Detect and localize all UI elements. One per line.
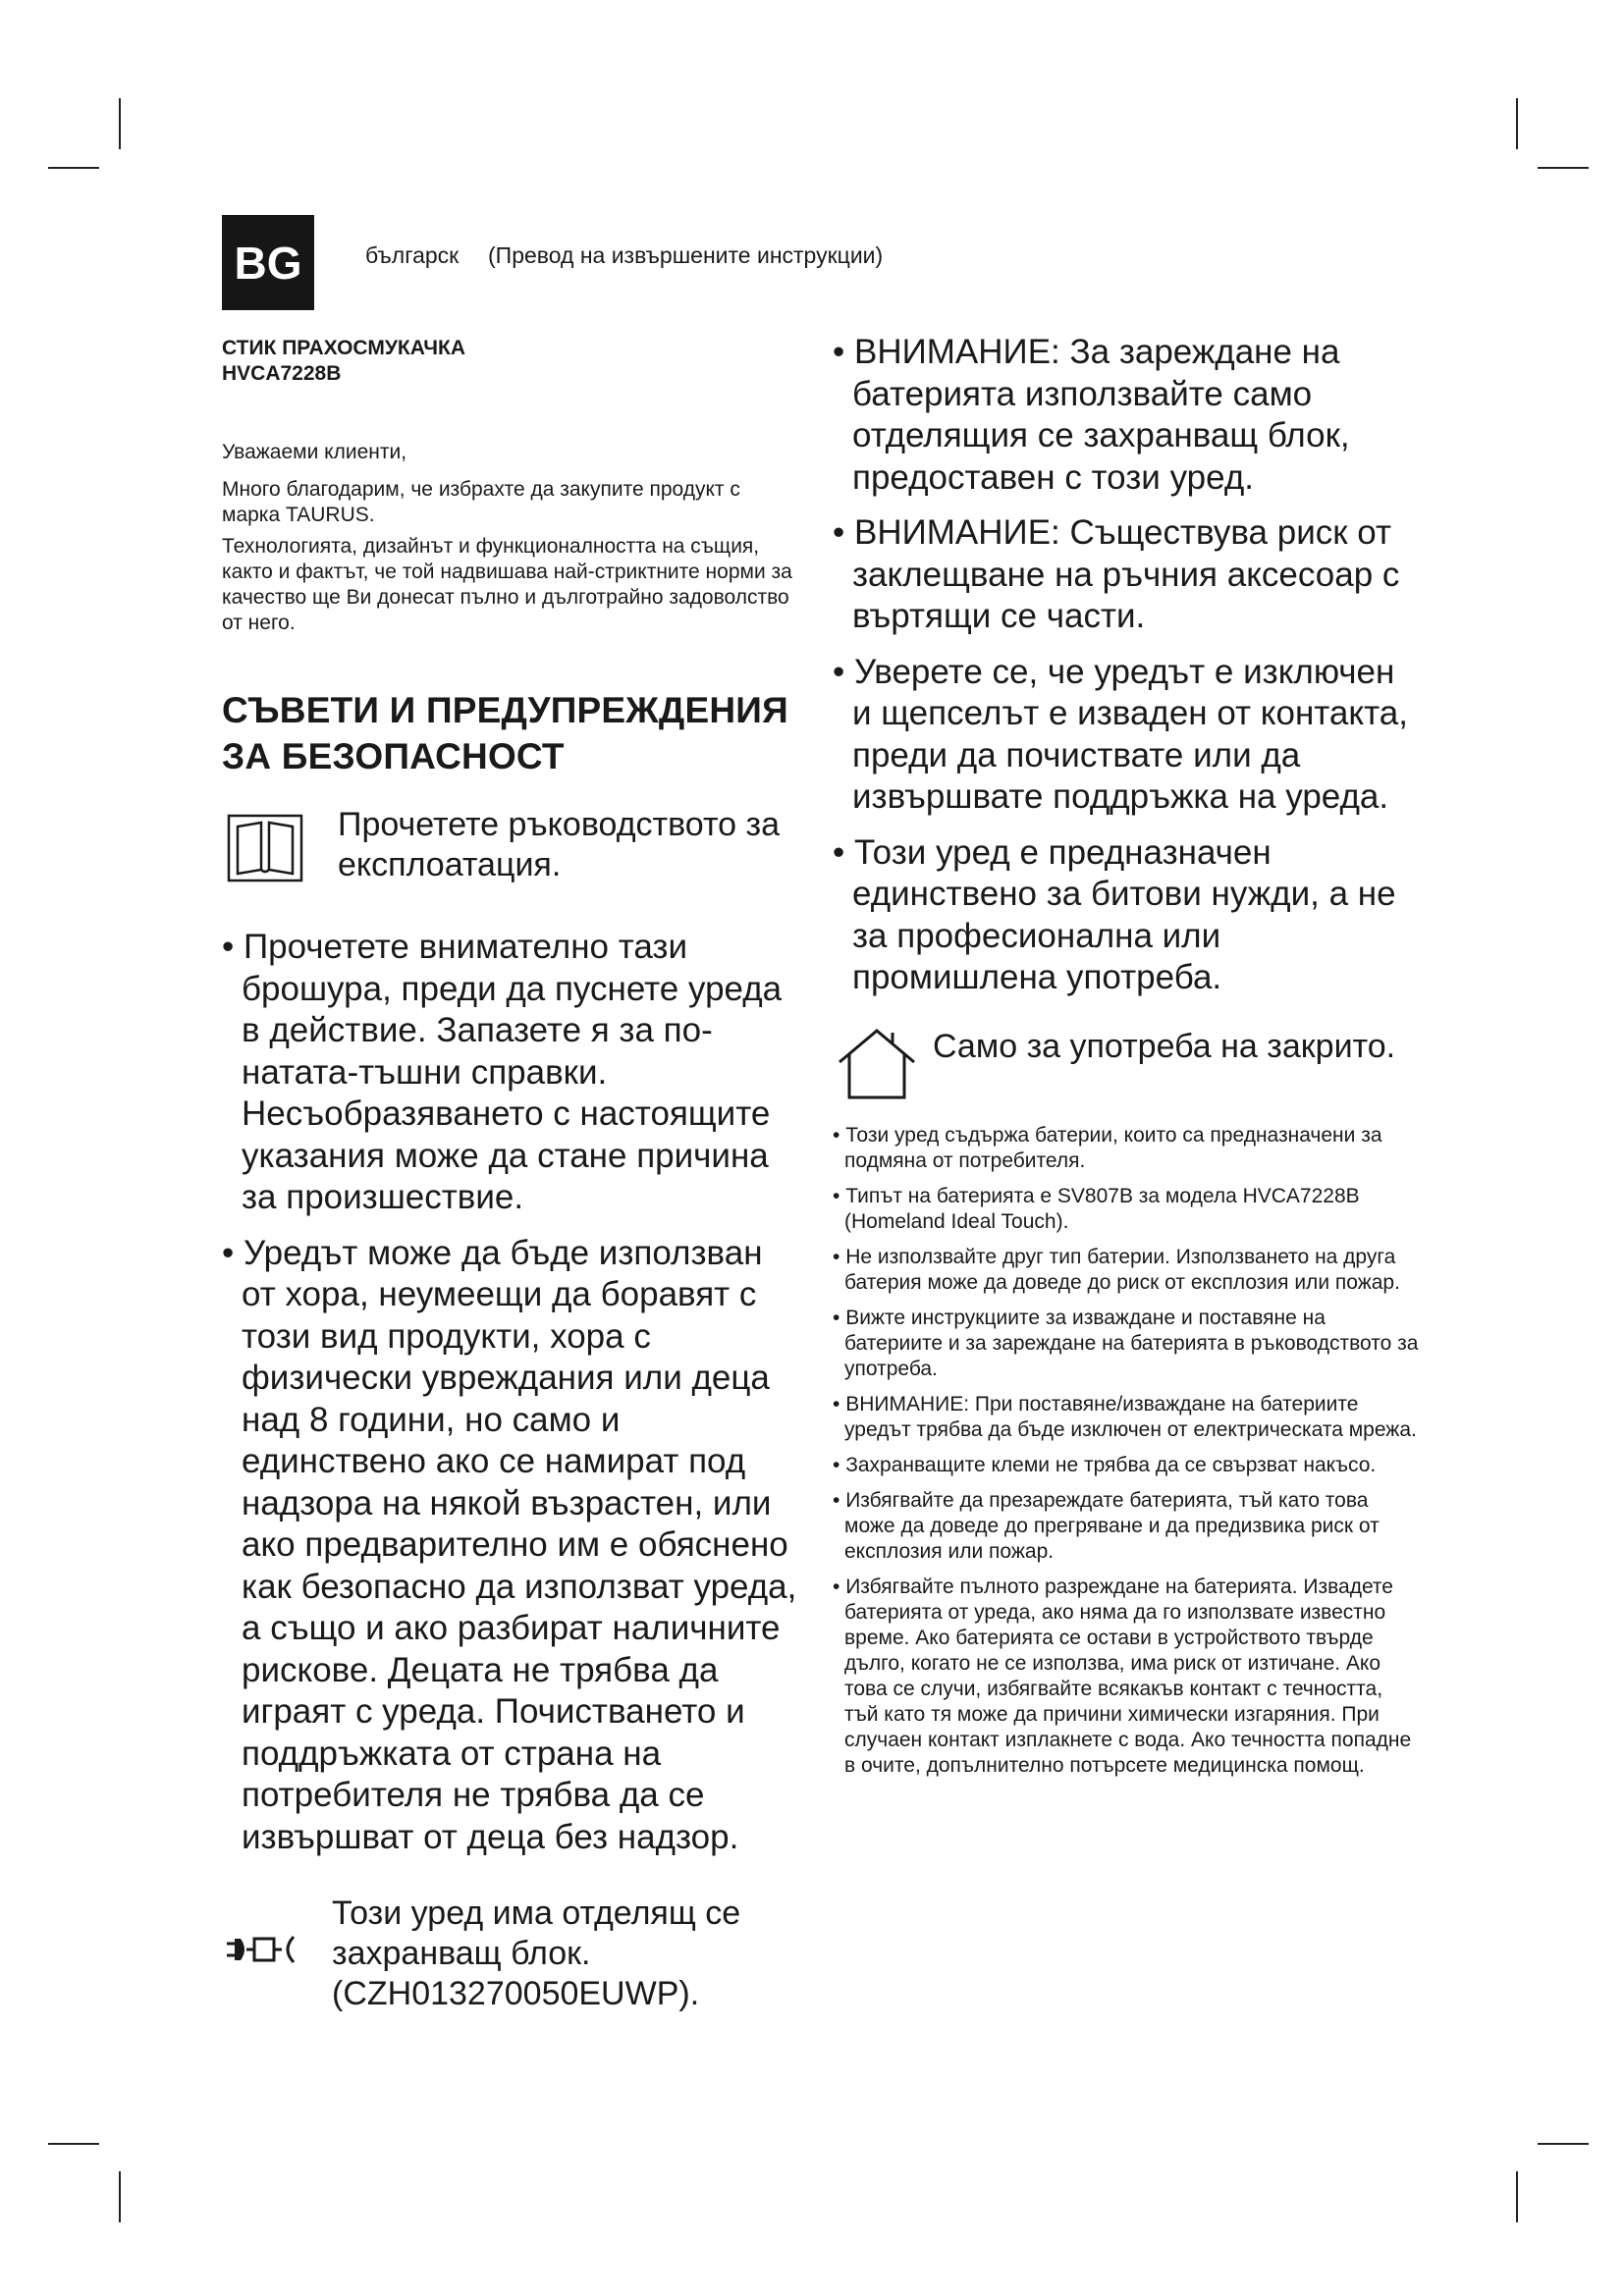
power-unit-row [222, 1894, 801, 2014]
battery-bullet-6: • Захранващите клеми не трябва да се свързват накъсо. [833, 1453, 1422, 1478]
right-bullet-2: • ВНИМАНИЕ: Съществува риск от заклещване на ръчния аксесоар с въртящи се части. [833, 512, 1422, 638]
battery-bullet-5: • ВНИМАНИЕ: При поставяне/изваждане на батериите уредът трябва да бъде изключен от електрическата мрежа. [833, 1392, 1422, 1443]
power-unit-text: Този уред има отделящ се захранващ блок. (CZH013270050EUWP). [332, 1895, 741, 2012]
read-manual-text: Прочетете ръководството за експлоатация. [338, 806, 780, 883]
indoor-use-row [833, 1025, 1422, 1101]
left-bullet-1: • Прочетете внимателно тази брошура, преди да пуснете уреда в действие. Запазете я за по-натата-тъшни справки. Несъобразяването с настоящите указания може да стане причина за произшествие. [222, 927, 801, 1219]
section-title: СЪВЕТИ И ПРЕДУПРЕЖДЕНИЯ ЗА БЕЗОПАСНОСТ [222, 690, 788, 776]
product-type: СТИК ПРАХОСМУКАЧКА [222, 337, 466, 359]
crop-mark-bottom-right-vertical [1516, 2171, 1518, 2222]
right-bullet-4: • Този уред е предназначен единствено за битови нужди, а не за професионална или промишлена употреба. [833, 832, 1422, 999]
battery-bullet-3: • Не използвайте друг тип батерии. Използването на друга батерия може да доведе до риск от експлозия или пожар. [833, 1245, 1422, 1296]
header-language: българск [365, 242, 460, 268]
crop-mark-bottom-left-horizontal [48, 2143, 99, 2145]
indoor-use-text: Само за употреба на закрито. [933, 1027, 1396, 1065]
intro-paragraph-2: Технологията, дизайнът и функционалността на същия, както и фактът, че той надвишава най-стриктните норми за качество ще Ви донесат пълно и дълготрайно задоволство от него. [222, 535, 792, 634]
crop-mark-bottom-right-horizontal [1538, 2143, 1589, 2145]
battery-bullet-4: • Вижте инструкциите за изваждане и поставяне на батериите и за зареждане на батерията в ръководството за употреба. [833, 1306, 1422, 1382]
battery-bullet-8: • Избягвайте пълното разреждане на батерията. Извадете батерията от уреда, ако няма да го използвате известно време. Ако батерията се остави в устройството твърде дълго, когато не се използва, има риск от изтичане. Ако това се случи, избягвайте всякакъв контакт с течността, тъй като тя може да причини химически изгаряния. При случаен контакт изплакнете с вода. Ако течността попадне в очите, допълнително потърсете медицинска помощ. [833, 1575, 1422, 1779]
crop-mark-bottom-left-vertical [119, 2171, 121, 2222]
battery-bullet-7: • Избягвайте да презареждате батерията, тъй като това може да доведе до прегряване и да предизвика риск от експлозия или пожар. [833, 1488, 1422, 1565]
read-manual-row [222, 805, 801, 885]
battery-bullet-2: • Типът на батерията е SV807B за модела HVCA7228B (Homeland Ideal Touch). [833, 1184, 1422, 1235]
right-column [833, 332, 1422, 1789]
greeting: Уважаеми клиенти, [222, 441, 407, 463]
language-badge: BG [222, 215, 314, 310]
book-icon [222, 813, 308, 883]
battery-bullet-1: • Този уред съдържа батерии, които са предназначени за подмяна от потребителя. [833, 1123, 1422, 1174]
header-subtitle: (Превод на извършените инструкции) [488, 242, 884, 268]
power-supply-icon [222, 1933, 300, 1966]
house-icon [833, 1025, 921, 1101]
left-column [222, 336, 801, 2014]
crop-mark-top-left-horizontal [48, 167, 99, 169]
crop-mark-top-right-vertical [1516, 98, 1518, 149]
right-bullet-3: • Уверете се, че уредът е изключен и щепселът е изваден от контакта, преди да почиствате или да извършвате поддръжка на уреда. [833, 652, 1422, 819]
right-bullet-1: • ВНИМАНИЕ: За зареждане на батерията използвайте само отделящия се захранващ блок, предоставен с този уред. [833, 332, 1422, 499]
intro-paragraph-1: Много благодарим, че избрахте да закупите продукт с марка TAURUS. [222, 478, 740, 526]
left-bullet-2: • Уредът може да бъде използван от хора, неумеещи да боравят с този вид продукти, хора с физически увреждания или деца над 8 години, но само и единствено ако се намират под надзора на някой възрастен, или ако предварително им е обяснено как безопасно да използват уреда, а също и ако разбират наличните рискове. Децата не трябва да играят с уреда. Почистването и поддръжката от страна на потребителя не трябва да се извършват от деца без надзор. [222, 1233, 801, 1859]
crop-mark-top-left-vertical [119, 98, 121, 149]
crop-mark-top-right-horizontal [1538, 167, 1589, 169]
product-model: HVCA7228B [222, 362, 342, 385]
